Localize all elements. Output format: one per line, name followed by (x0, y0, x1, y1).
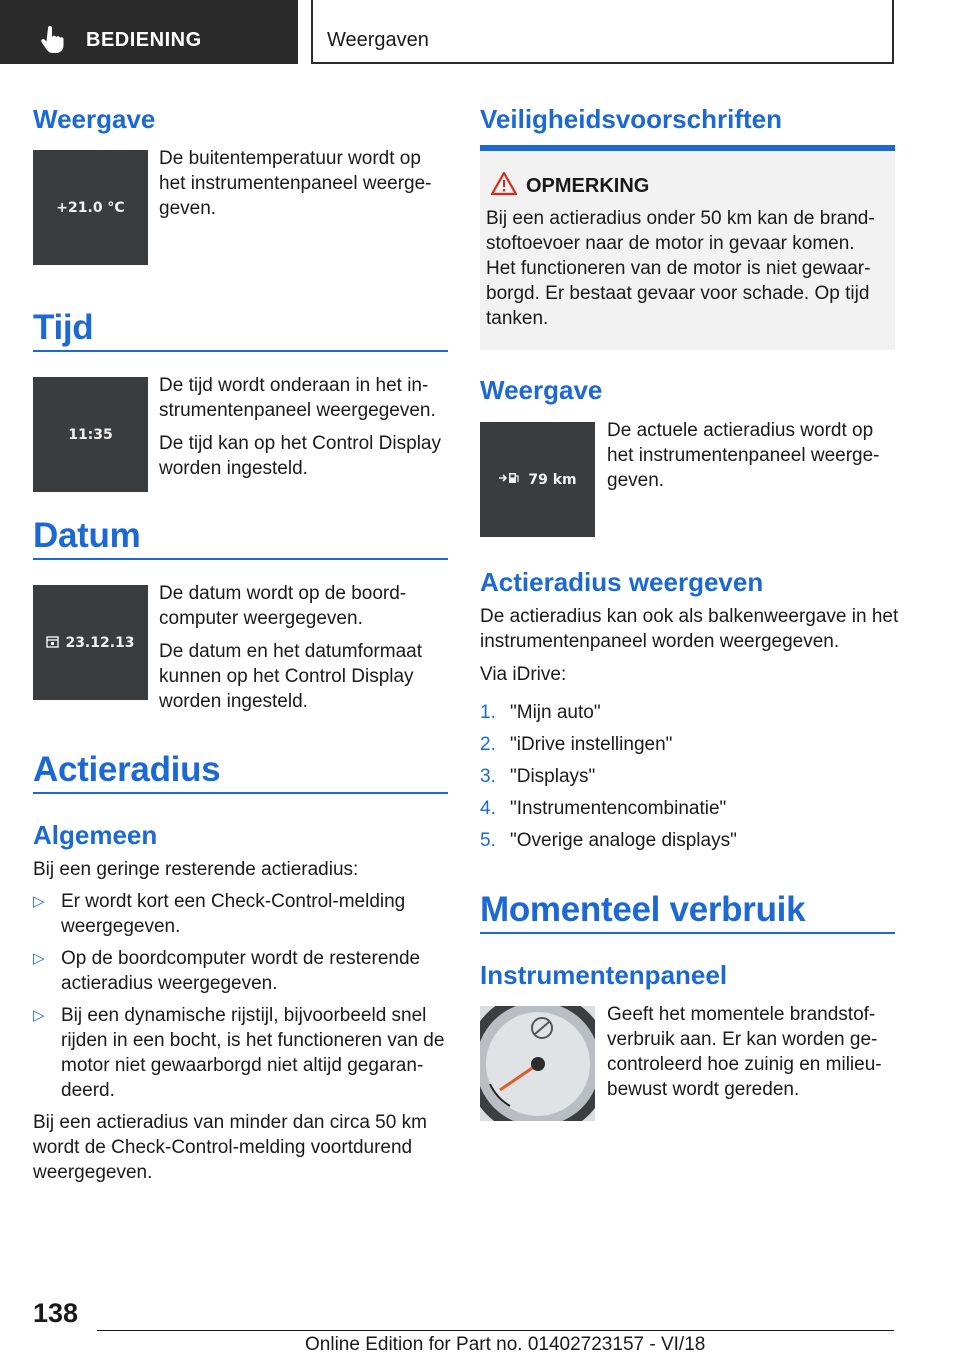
heading-weergave-right: Weergave (480, 375, 603, 405)
display-value: 79 km (480, 472, 595, 488)
via-idrive: Via iDrive: (480, 664, 567, 685)
edition-note: Online Edition for Part no. 01402723157 - VI/18 (305, 1334, 706, 1355)
note-title: OPMERKING (526, 175, 650, 197)
time-display-image (33, 377, 148, 492)
date-display-image (33, 585, 148, 700)
bullet-triangle-icon: ▷ (33, 950, 45, 967)
range-fuel-icon (498, 472, 520, 484)
actieradius-weergeven-text: De actieradius kan ook als balkenweergave in het instrumentenpaneel worden weergegeven. (480, 606, 899, 652)
heading-veiligheidsvoorschriften: Veiligheidsvoorschriften (480, 104, 782, 134)
display-value: 23.12.13 (33, 635, 148, 651)
divider (33, 558, 448, 560)
chapter-header (311, 0, 894, 64)
bullet-triangle-icon: ▷ (33, 893, 45, 910)
divider (33, 792, 448, 794)
divider (33, 350, 448, 352)
section-tab (0, 0, 298, 64)
datum-text: De datum wordt op de boord- computer weergegeven. De datum en het datumformaat kunnen op het Control Display worden ingesteld. (159, 583, 422, 712)
heading-actieradius-weergeven: Actieradius weergeven (480, 567, 764, 597)
verbruik-text: Geeft het momentele brandstof- verbruik aan. Er kan worden ge- controleerd hoe zuinig en milieu- bewust wordt gereden. (607, 1004, 882, 1100)
page-number: 138 (33, 1298, 79, 1328)
outside-temp-display-image (33, 150, 148, 265)
weergave-text: De buitentemperatuur wordt op het instrumentenpaneel weerge- geven. (159, 148, 432, 219)
bullet-triangle-icon: ▷ (33, 1007, 45, 1024)
tijd-text: De tijd wordt onderaan in het in- strumentenpaneel weergegeven. De tijd kan op het Control Display worden ingesteld. (159, 375, 441, 479)
divider (480, 932, 895, 934)
algemeen-intro: Bij een geringe resterende actieradius: (33, 859, 359, 880)
heading-datum: Datum (33, 516, 141, 555)
warning-note (480, 151, 895, 350)
display-value: +21.0 °C (56, 199, 125, 216)
footer-divider (97, 1330, 894, 1331)
hand-pointer-icon (40, 26, 64, 54)
heading-instrumentenpaneel: Instrumentenpaneel (480, 960, 728, 990)
heading-algemeen: Algemeen (33, 820, 158, 850)
calendar-icon (46, 635, 59, 648)
range-display-image (480, 422, 595, 537)
heading-tijd: Tijd (33, 308, 94, 347)
heading-weergave: Weergave (33, 104, 156, 134)
heading-momenteel-verbruik: Momenteel verbruik (480, 890, 806, 929)
heading-actieradius: Actieradius (33, 750, 221, 789)
warning-triangle-icon (490, 171, 518, 196)
algemeen-outro: Bij een actieradius van minder dan circa 50 km wordt de Check-Control-melding voortdurend weergegeven. (33, 1112, 427, 1183)
chapter-title: Weergaven (327, 29, 429, 51)
note-text: Bij een actieradius onder 50 km kan de brand- stoftoevoer naar de motor in gevaar komen. Het functioneren van de motor is niet gewaar- borgd. Er bestaat gevaar voor schade. Op tijd tanken. (486, 208, 875, 329)
section-label: BEDIENING (86, 29, 202, 51)
consumption-gauge-image (480, 1006, 595, 1121)
weergave-right-text: De actuele actieradius wordt op het instrumentenpaneel weerge- geven. (607, 420, 880, 491)
display-value: 11:35 (68, 426, 113, 443)
